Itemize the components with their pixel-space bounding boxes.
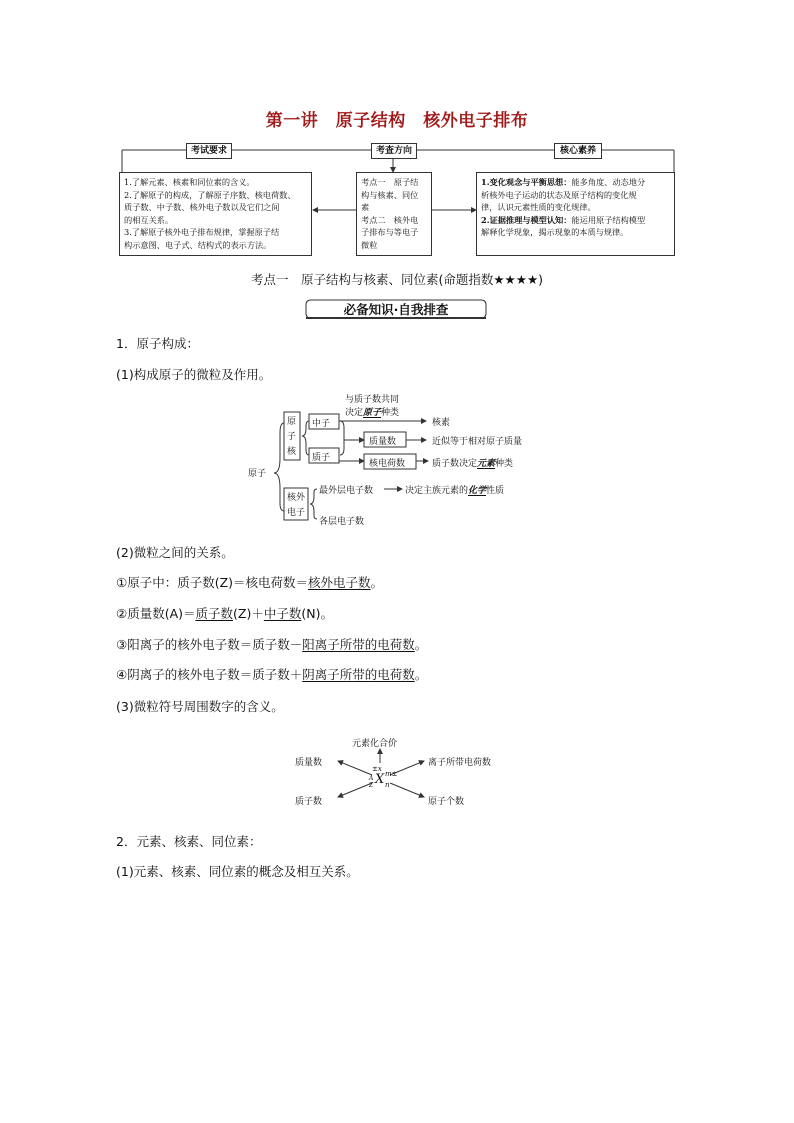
literacy-2-heading: 2.证据推理与模型认知： [481,214,572,225]
symbol-charge: m± [385,770,398,778]
neutron-label: 中子 [312,419,331,429]
chem-text-a: 决定主族元素的 [405,486,469,496]
relation-4 [116,665,427,683]
nucleus-label-3: 核 [287,447,297,457]
nuclear-charge-label: 核电荷数 [369,459,406,469]
electrons-label-1: 核外 [287,493,306,503]
relation-1-answer: 核外电子数 [308,575,371,590]
literacy-line [481,176,670,189]
layer-electrons-label: 各层电子数 [319,517,365,527]
relation-4-text: ④阴离子的核外电子数＝质子数＋ [116,667,303,682]
relation-3-text: ③阳离子的核外电子数＝质子数－ [116,637,303,652]
approx-mass-label: 近似等于相对原子质量 [432,437,523,447]
banner-label: 必备知识·自我排查 [343,302,449,317]
direction-line: 考点二 核外电 [361,214,419,225]
proton-label: 质子 [312,453,331,463]
valence-label: 元素化合价 [352,739,398,749]
literacy-line [481,214,670,227]
mass-number-label: 质量数 [369,437,397,447]
ion-charge-label: 离子所带电荷数 [428,758,492,768]
requirements-line: 的相互关系。 [124,214,174,225]
outer-electrons-label: 最外层电子数 [319,486,374,496]
requirements-line: 2.了解原子的构成，了解原子序数、核电荷数、 [124,189,296,200]
relation-1 [116,573,383,591]
nucleus-label-1: 原 [287,417,297,427]
nuclide-note-2a: 决定 [345,408,364,418]
symbol-element: X [375,772,385,787]
tab-literacy: 核心素养 [554,143,602,159]
nuclide-note-2 [345,405,399,418]
literacy-line: 析核外电子运动的状态及原子结构的变化规 [481,189,637,200]
subitem-1: (1)构成原子的微粒及作用。 [116,367,272,382]
subitem-2-1: (1)元素、核素、同位素的概念及相互关系。 [116,864,359,879]
literacy-1-heading: 1.变化观念与平衡思想： [481,177,572,187]
chem-text-b: 性质 [486,486,505,496]
element-text-b: 种类 [495,459,514,469]
relation-1-text: ①原子中：质子数(Z)＝核电荷数＝ [116,575,309,590]
nuclide-note-2u: 原子 [363,408,382,418]
relation-2-mid: (Z)＋ [233,606,264,621]
literacy-line: 解释化学现象，揭示现象的本质与规律。 [481,227,629,237]
nuclide-note-2b: 种类 [381,408,400,418]
nucleus-label-2: 子 [287,432,297,442]
element-determine-label [432,456,513,469]
symbol-count: n [385,781,390,789]
relation-2-end: (N)。 [301,606,333,621]
literacy-line: 律，认识元素性质的变化规律。 [481,202,596,212]
tab-direction: 考查方向 [371,143,417,159]
direction-line: 素 [361,202,370,212]
direction-line: 构与核素、同位 [361,189,419,200]
relation-1-end: 。 [370,575,384,590]
relation-4-end: 。 [414,667,428,682]
relation-2-text: ②质量数(A)＝ [116,606,196,621]
particle-symbol-diagram [300,735,520,810]
chemical-property-label [405,483,504,496]
direction-box [356,172,432,256]
element-text-a: 质子数决定 [432,459,478,469]
subitem-3: (3)微粒符号周围数字的含义。 [116,699,284,714]
requirements-line: 1.了解元素、核素和同位素的含义。 [124,177,255,187]
chem-text-u: 化学 [468,486,487,496]
direction-line: 子排布与等电子 [361,227,419,237]
relation-3-end: 。 [414,637,428,652]
requirements-line: 3.了解原子核外电子排布规律，掌握原子结 [124,227,280,237]
tab-requirements: 考试要求 [186,143,232,159]
direction-line: 微粒 [361,239,378,250]
symbol-mass: A [369,775,374,782]
requirements-box [119,172,312,256]
literacy-box [476,172,675,256]
nuclide-note-1: 与质子数共同 [345,395,400,405]
literacy-2-text: 能运用原子结构模型 [571,214,646,225]
page-title: 第一讲 原子结构 核外电子排布 [265,111,529,131]
electrons-label-2: 电子 [287,508,306,518]
item-2-heading: 2．元素、核素、同位素： [116,834,262,849]
section-heading: 考点一 原子结构与核素、同位素(命题指数★★★★) [250,272,544,287]
subitem-2: (2)微粒之间的关系。 [116,545,234,560]
nuclide-label: 核素 [432,418,451,428]
symbol-valence: ±x [372,765,382,773]
relation-3 [116,635,427,653]
direction-line: 考点一 原子结 [361,177,419,187]
requirements-line: 构示意图、电子式、结构式的表示方法。 [124,239,272,250]
literacy-1-text: 能多角度、动态地分 [571,177,646,187]
relation-2-answer-1: 质子数 [195,606,234,621]
mass-label: 质量数 [295,758,323,768]
relation-2 [116,604,333,622]
item-1-heading: 1．原子构成： [116,336,199,351]
proton-count-label: 质子数 [295,797,323,807]
relation-2-answer-2: 中子数 [263,606,302,621]
element-text-u: 元素 [477,459,496,469]
relation-3-answer: 阳离子所带的电荷数 [302,637,415,652]
atom-count-label: 原子个数 [428,797,465,807]
requirements-line: 质子数、中子数、核外电子数以及它们之间 [124,202,280,212]
relation-4-answer: 阴离子所带的电荷数 [302,667,415,682]
symbol-proton: Z [369,782,374,789]
atom-label: 原子 [248,469,267,479]
